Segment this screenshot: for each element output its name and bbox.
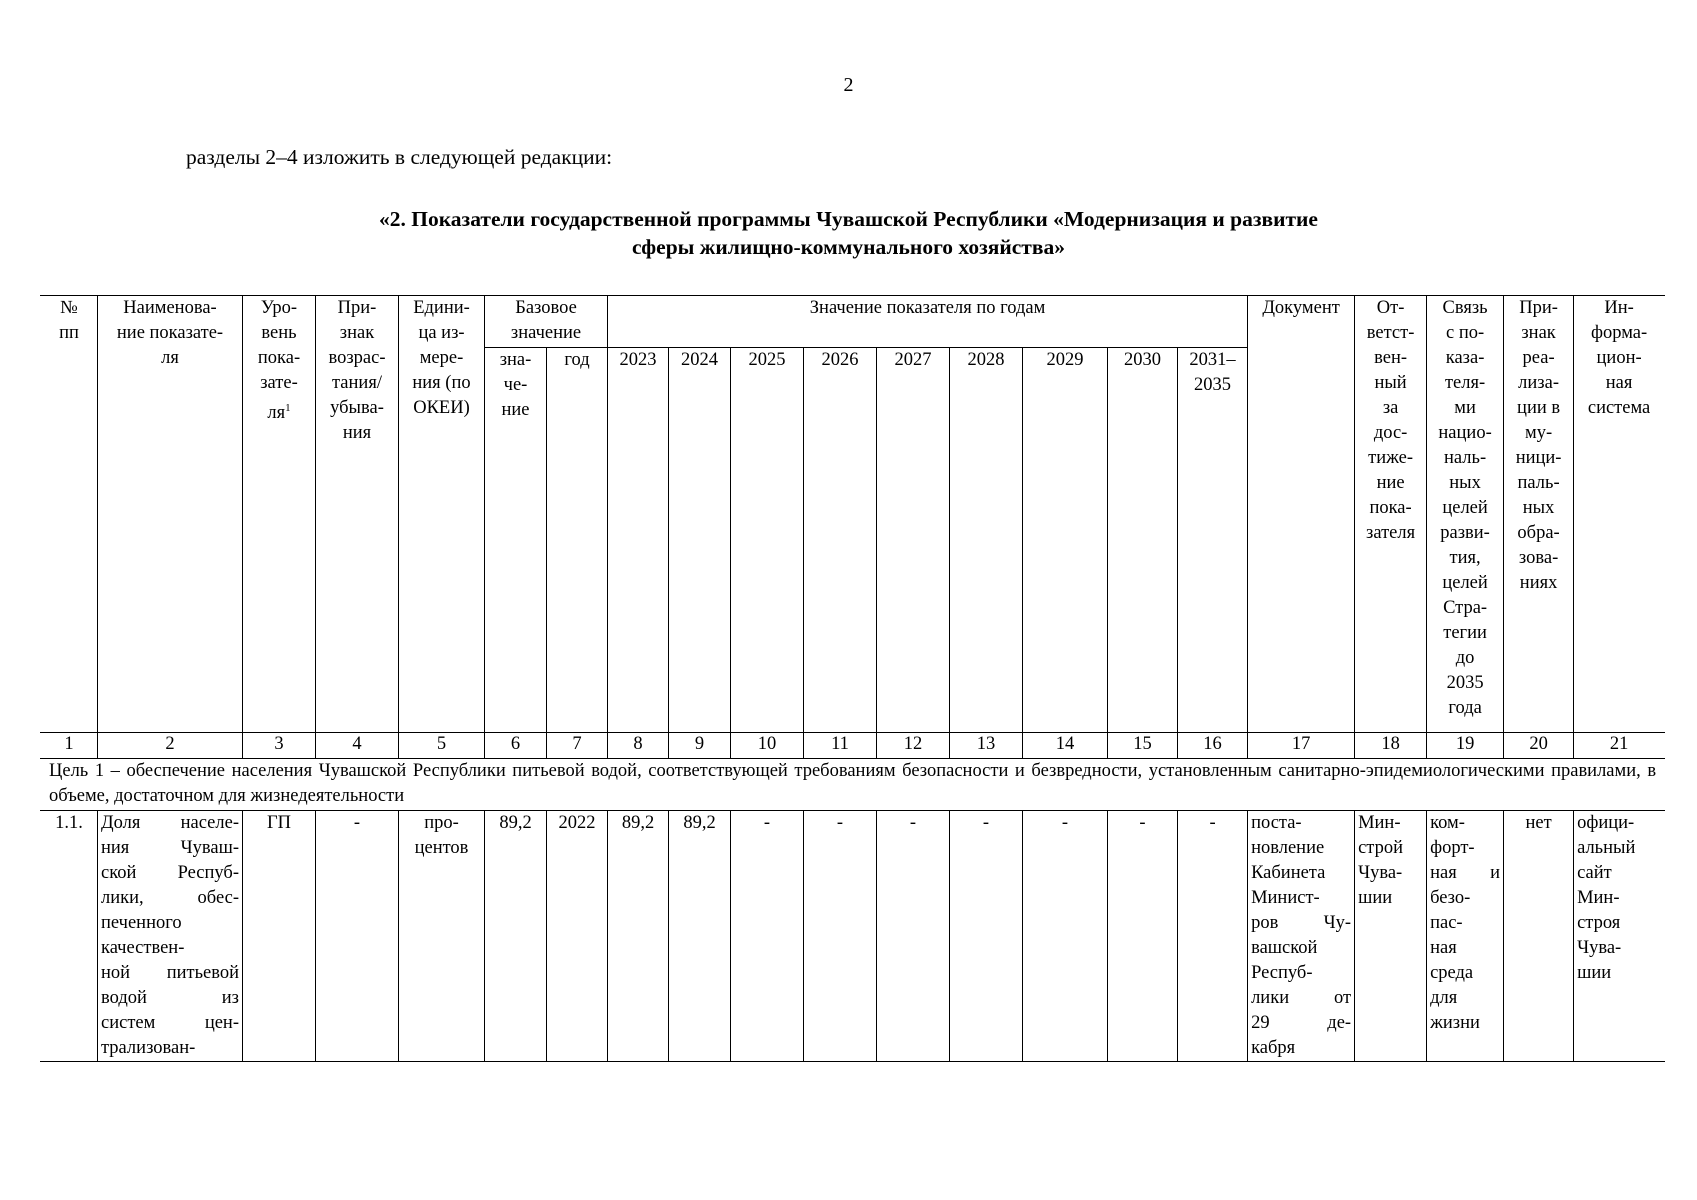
- header-year-2025: 2025: [731, 348, 804, 733]
- column-number: 11: [804, 733, 877, 759]
- cell-year-2024: 89,2: [669, 811, 731, 1062]
- column-number: 17: [1248, 733, 1355, 759]
- cell-responsible: Мин- строй Чува- шии: [1355, 811, 1427, 1062]
- column-number: 10: [731, 733, 804, 759]
- column-number: 21: [1574, 733, 1665, 759]
- cell-national-goals-link: ком- форт- ная и безо- пас- ная среда для жизни: [1427, 811, 1504, 1062]
- cell-year-2026: -: [804, 811, 877, 1062]
- cell-info-system: офици- альный сайт Мин- строя Чува- шии: [1574, 811, 1665, 1062]
- header-level: [243, 296, 316, 733]
- column-number: 7: [547, 733, 608, 759]
- column-number: 5: [399, 733, 485, 759]
- column-number: 13: [950, 733, 1023, 759]
- header-national-goals-link: Связь с по- каза- теля- ми нацио- наль- ных целей разви- тия, целей Стра- тегии до 2035 года: [1427, 296, 1504, 733]
- header-year-2030: 2030: [1108, 348, 1178, 733]
- cell-base-year: 2022: [547, 811, 608, 1062]
- column-number: 18: [1355, 733, 1427, 759]
- header-base-value-value: зна- че- ние: [485, 348, 547, 733]
- cell-municipal: нет: [1504, 811, 1574, 1062]
- header-year-2023: 2023: [608, 348, 669, 733]
- header-document: Документ: [1248, 296, 1355, 733]
- cell-sign: -: [316, 811, 399, 1062]
- indicators-table: [40, 295, 1665, 1062]
- column-number: 16: [1178, 733, 1248, 759]
- cell-num: 1.1.: [41, 811, 98, 1062]
- header-responsible: От- ветст- вен- ный за дос- тиже- ние пока- зателя: [1355, 296, 1427, 733]
- column-number: 2: [98, 733, 243, 759]
- cell-unit: про- центов: [399, 811, 485, 1062]
- header-level-text: Уро- вень пока- зате- ля: [257, 298, 301, 424]
- header-year-2031-2035: 2031– 2035: [1178, 348, 1248, 733]
- cell-year-2029: -: [1023, 811, 1108, 1062]
- cell-base-value: 89,2: [485, 811, 547, 1062]
- section-title-line-2: сферы жилищно-коммунального хозяйства»: [632, 235, 1065, 259]
- header-base-value-year: год: [547, 348, 608, 733]
- page-number: 2: [843, 74, 854, 96]
- intro-text: разделы 2–4 изложить в следующей редакции:: [186, 145, 613, 169]
- column-number: 15: [1108, 733, 1178, 759]
- header-num: № пп: [41, 296, 98, 733]
- section-title: [0, 205, 1697, 261]
- footnote-mark: 1: [285, 402, 291, 414]
- header-info-system: Ин- форма- цион- ная система: [1574, 296, 1665, 733]
- header-municipal: При- знак реа- лиза- ции в му- ници- паль- ных обра- зова- ниях: [1504, 296, 1574, 733]
- column-number: 6: [485, 733, 547, 759]
- column-number: 8: [608, 733, 669, 759]
- header-year-2027: 2027: [877, 348, 950, 733]
- header-year-2028: 2028: [950, 348, 1023, 733]
- header-indicator-name: Наименова- ние показате- ля: [98, 296, 243, 733]
- cell-year-2030: -: [1108, 811, 1178, 1062]
- header-base-value: Базовое значение: [485, 296, 608, 348]
- column-number: 19: [1427, 733, 1504, 759]
- cell-level: ГП: [243, 811, 316, 1062]
- header-years-group: Значение показателя по годам: [608, 296, 1248, 348]
- cell-year-2028: -: [950, 811, 1023, 1062]
- column-number: 1: [41, 733, 98, 759]
- column-number: 12: [877, 733, 950, 759]
- cell-document: поста- новление Кабинета Минист- ров Чу- вашской Респуб- лики от 29 де- кабря: [1248, 811, 1355, 1062]
- column-number: 20: [1504, 733, 1574, 759]
- column-number: 9: [669, 733, 731, 759]
- cell-year-2023: 89,2: [608, 811, 669, 1062]
- column-number: 14: [1023, 733, 1108, 759]
- column-number: 3: [243, 733, 316, 759]
- section-title-line-1: «2. Показатели государственной программы Чувашской Республики «Модернизация и развитие: [379, 207, 1318, 231]
- header-year-2024: 2024: [669, 348, 731, 733]
- goal-row: Цель 1 – обеспечение населения Чувашской Республики питьевой водой, соответствующей требованиям безопасности и безвредности, установленным санитарно-эпидемиологическими правилами, в объеме, достаточном для жизнедеятельности: [41, 759, 1665, 811]
- header-sign: При- знак возрас- тания/ убыва- ния: [316, 296, 399, 733]
- cell-year-2025: -: [731, 811, 804, 1062]
- header-unit: Едини- ца из- мере- ния (по ОКЕИ): [399, 296, 485, 733]
- cell-indicator-name: Доля населе- ния Чуваш- ской Респуб- лики, обес- печенного качествен- ной питьевой водой из систем цен- трализован-: [98, 811, 243, 1062]
- column-number: 4: [316, 733, 399, 759]
- cell-year-2031-2035: -: [1178, 811, 1248, 1062]
- header-year-2029: 2029: [1023, 348, 1108, 733]
- cell-year-2027: -: [877, 811, 950, 1062]
- header-year-2026: 2026: [804, 348, 877, 733]
